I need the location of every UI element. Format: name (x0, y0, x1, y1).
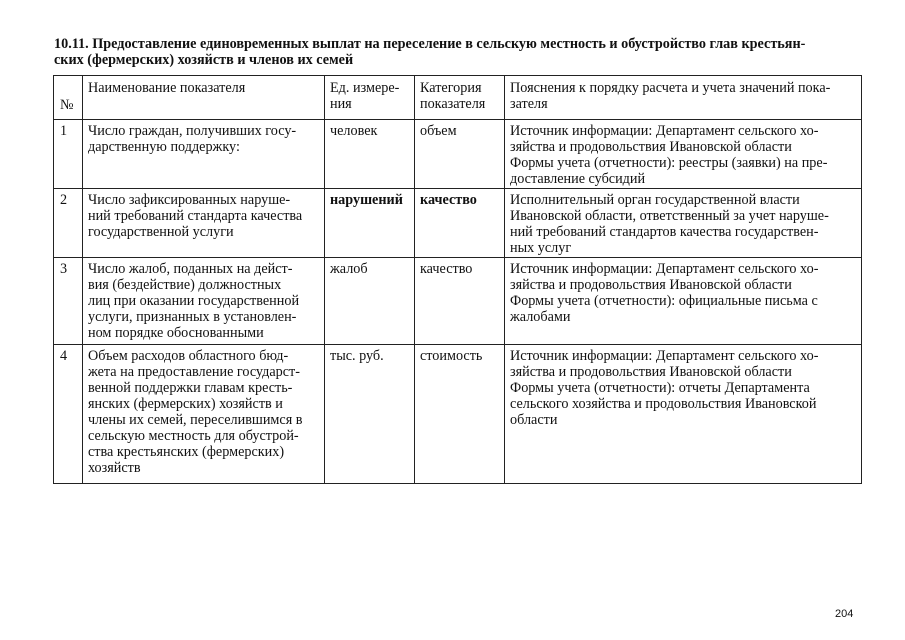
row-unit: жалоб (325, 258, 415, 345)
row-category: стоимость (415, 345, 505, 484)
header-category: Категория показателя (415, 76, 505, 120)
row-name: Объем расходов областного бюд- жета на предоставление государст- венной поддержки главам кресть- янских (фермерских) хозяйств и члены их семей, переселившимся в сельскую местность для обустрой- ства крестьянских (фермерских) хозяйств (83, 345, 325, 484)
table-header-row (54, 76, 862, 120)
section-heading (54, 36, 862, 68)
table-row (54, 120, 862, 189)
row-name: Число граждан, получивших госу- дарственную поддержку: (83, 120, 325, 189)
row-unit: тыс. руб. (325, 345, 415, 484)
row-num: 4 (54, 345, 83, 484)
row-category: качество (415, 258, 505, 345)
row-unit: нарушений (325, 189, 415, 258)
header-num: № (54, 76, 83, 120)
row-explanation: Исполнительный орган государственной власти Ивановской области, ответственный за учет наруше- ний требований стандартов качества государствен- ных услуг (505, 189, 862, 258)
page-number: 204 (835, 608, 854, 620)
table-row (54, 189, 862, 258)
row-explanation: Источник информации: Департамент сельского хо- зяйства и продовольствия Ивановской области Формы учета (отчетности): официальные письма с жалобами (505, 258, 862, 345)
header-explanation: Пояснения к порядку расчета и учета значений пока- зателя (505, 76, 862, 120)
table-row (54, 258, 862, 345)
section-heading-line-1: 10.11. Предоставление единовременных выплат на переселение в сельскую местность и обустройство глав крестьян- (54, 36, 806, 52)
row-num: 3 (54, 258, 83, 345)
header-unit: Ед. измере- ния (325, 76, 415, 120)
section-heading-line-2: ских (фермерских) хозяйств и членов их семей (54, 52, 354, 68)
header-name: Наименование показателя (83, 76, 325, 120)
row-category: качество (415, 189, 505, 258)
indicators-table (53, 75, 862, 484)
table-row (54, 345, 862, 484)
row-num: 2 (54, 189, 83, 258)
row-name: Число жалоб, поданных на дейст- вия (бездействие) должностных лиц при оказании государственной услуги, признанных в установлен- ном порядке обоснованными (83, 258, 325, 345)
row-category: объем (415, 120, 505, 189)
row-name: Число зафиксированных наруше- ний требований стандарта качества государственной услуги (83, 189, 325, 258)
row-num: 1 (54, 120, 83, 189)
row-explanation: Источник информации: Департамент сельского хо- зяйства и продовольствия Ивановской области Формы учета (отчетности): реестры (заявки) на пре- доставление субсидий (505, 120, 862, 189)
row-explanation: Источник информации: Департамент сельского хо- зяйства и продовольствия Ивановской области Формы учета (отчетности): отчеты Департамента сельского хозяйства и продовольствия Ивановской области (505, 345, 862, 484)
row-unit: человек (325, 120, 415, 189)
